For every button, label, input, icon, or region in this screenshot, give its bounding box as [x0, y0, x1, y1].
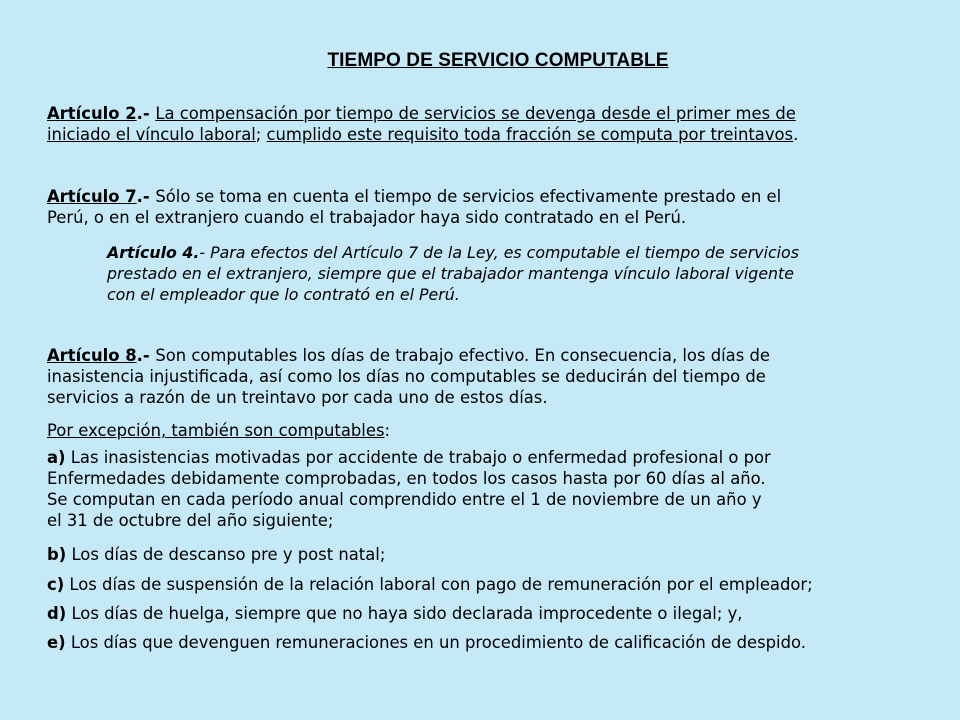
article-7-line-1: Sólo se toma en cuenta el tiempo de servicios efectivamente prestado en el [155, 187, 782, 206]
article-4-line-2: prestado en el extranjero, siempre que el trabajador mantenga vínculo laboral vigente [107, 264, 794, 283]
item-b-text: Los días de descanso pre y post natal; [66, 545, 386, 564]
article-2-separator: .- [136, 104, 156, 123]
article-8-line-3: servicios a razón de un treintavo por cada uno de estos días. [47, 388, 548, 407]
article-7 [47, 186, 952, 228]
item-d-text: Los días de huelga, siempre que no haya sido declarada improcedente o ilegal; y, [66, 604, 743, 623]
item-e [47, 632, 952, 653]
article-4-line-1: - Para efectos del Artículo 7 de la Ley, es computable el tiempo de servicios [199, 243, 799, 262]
article-4-line-3: con el empleador que lo contrató en el Perú. [107, 285, 460, 304]
article-7-line-2: Perú, o en el extranjero cuando el trabajador haya sido contratado en el Perú. [47, 208, 687, 227]
exception-colon: : [384, 421, 391, 440]
article-8 [47, 345, 952, 408]
item-d-label: d) [47, 604, 67, 623]
item-e-label: e) [47, 633, 66, 652]
item-a-line-1: Las inasistencias motivadas por accidente de trabajo o enfermedad profesional o por [65, 448, 771, 467]
exception-text: Por excepción, también son computables [47, 421, 385, 440]
article-2 [47, 103, 952, 145]
article-2-text-2: iniciado el vínculo laboral [47, 125, 256, 144]
item-c-label: c) [47, 575, 65, 594]
item-a-label: a) [47, 448, 66, 467]
item-d [47, 603, 952, 624]
item-b-label: b) [47, 545, 67, 564]
article-8-line-1: Son computables los días de trabajo efectivo. En consecuencia, los días de [155, 346, 770, 365]
article-4-label: Artículo 4. [107, 243, 200, 262]
article-8-label: Artículo 8 [47, 346, 137, 365]
item-a-line-3: Se computan en cada período anual comprendido entre el 1 de noviembre de un año y [47, 490, 762, 509]
article-8-line-2: inasistencia injustificada, así como los días no computables se deducirán del tiempo de [47, 367, 766, 386]
item-a [47, 447, 952, 531]
exception-heading [47, 420, 952, 441]
article-7-label: Artículo 7 [47, 187, 137, 206]
article-2-semicolon: ; [255, 125, 267, 144]
item-a-line-4: el 31 de octubre del año siguiente; [47, 511, 334, 530]
item-c [47, 574, 952, 595]
item-e-text: Los días que devenguen remuneraciones en un procedimiento de calificación de despido. [65, 633, 806, 652]
item-a-line-2: Enfermedades debidamente comprobadas, en todos los casos hasta por 60 días al año. [47, 469, 766, 488]
slide-title: TIEMPO DE SERVICIO COMPUTABLE [327, 50, 669, 71]
article-4 [107, 242, 947, 305]
article-8-separator: .- [136, 346, 156, 365]
article-2-period: . [793, 125, 799, 144]
article-7-separator: .- [136, 187, 156, 206]
article-2-label: Artículo 2 [47, 104, 137, 123]
item-b [47, 544, 952, 565]
article-2-text-1: La compensación por tiempo de servicios se devenga desde el primer mes de [155, 104, 796, 123]
article-2-text-3: cumplido este requisito toda fracción se computa por treintavos [266, 125, 794, 144]
item-c-text: Los días de suspensión de la relación laboral con pago de remuneración por el empleador; [64, 575, 813, 594]
